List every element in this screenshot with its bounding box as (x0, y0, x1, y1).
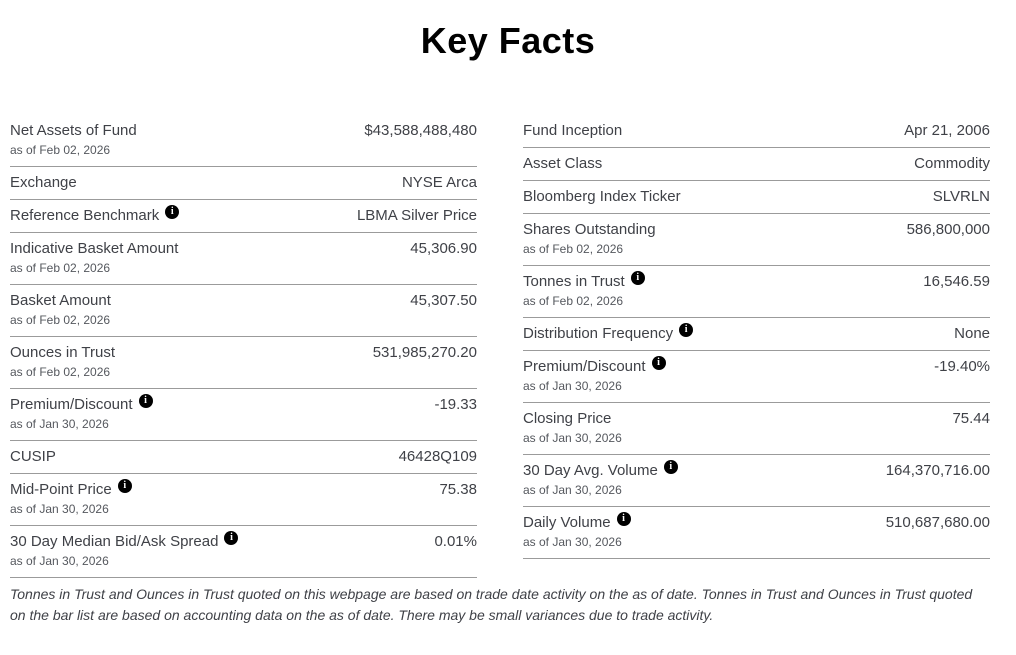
fact-label: Net Assets of Fund (10, 122, 137, 140)
fact-row (523, 148, 990, 181)
fact-label: Fund Inception (523, 122, 623, 140)
fact-as-of-date: as of Feb 02, 2026 (523, 242, 624, 257)
fact-value: 164,370,716.00 (885, 462, 990, 480)
fact-value: 45,306.90 (410, 240, 477, 258)
info-icon-glyph: i (123, 479, 127, 491)
fact-label-block (523, 221, 656, 257)
fact-value: NYSE Arca (401, 174, 477, 192)
fact-value: 75.44 (952, 410, 990, 428)
fact-label: Distribution Frequency (523, 325, 674, 343)
fact-label-block (523, 358, 666, 394)
fact-as-of-date: as of Jan 30, 2026 (523, 431, 622, 446)
fact-label: Premium/Discount (523, 358, 646, 376)
fact-value: LBMA Silver Price (356, 207, 477, 225)
fact-as-of-date: as of Jan 30, 2026 (523, 535, 622, 550)
fact-label: Reference Benchmark (10, 207, 160, 225)
fact-row (10, 389, 477, 441)
info-icon[interactable] (224, 531, 238, 545)
fact-as-of-date: as of Feb 02, 2026 (10, 143, 111, 158)
fact-label: 30 Day Avg. Volume (523, 462, 658, 480)
info-icon-glyph: i (636, 271, 640, 283)
fact-row (523, 455, 990, 507)
fact-label-block (10, 174, 77, 191)
info-icon-glyph: i (622, 512, 625, 524)
info-icon-glyph: i (684, 323, 688, 335)
fact-label: Closing Price (523, 410, 612, 428)
fact-value: 16,546.59 (923, 273, 990, 291)
key-facts-column-left (10, 115, 477, 578)
info-icon[interactable] (617, 512, 631, 526)
fact-label-block (523, 410, 622, 446)
fact-value: Commodity (914, 155, 990, 173)
fact-value: 45,307.50 (410, 292, 477, 310)
info-icon[interactable] (652, 356, 666, 370)
fact-label: Tonnes in Trust (523, 273, 625, 291)
fact-row (10, 285, 477, 337)
fact-value: 75.38 (439, 481, 477, 499)
fact-label-block (10, 292, 111, 328)
info-icon[interactable] (165, 205, 179, 219)
fact-as-of-date: as of Jan 30, 2026 (523, 483, 622, 498)
info-icon[interactable] (679, 323, 693, 337)
info-icon[interactable] (664, 460, 678, 474)
fact-label-block (523, 462, 678, 498)
fact-row (10, 167, 477, 200)
fact-label-block (523, 514, 631, 550)
fact-row (10, 337, 477, 389)
fact-label-block (523, 325, 693, 342)
fact-row (10, 115, 477, 167)
fact-row (10, 526, 477, 578)
fact-value: None (954, 325, 990, 343)
fact-as-of-date: as of Feb 02, 2026 (10, 365, 111, 380)
fact-value: -19.33 (434, 396, 477, 414)
fact-label-block (10, 448, 56, 465)
fact-label-block (10, 207, 179, 224)
fact-label: Indicative Basket Amount (10, 240, 179, 258)
page-title: Key Facts (420, 20, 596, 61)
fact-label-block (10, 240, 178, 276)
fact-value: 531,985,270.20 (372, 344, 477, 362)
fact-value: 0.01% (434, 533, 477, 551)
info-icon-glyph: i (230, 531, 233, 543)
fact-as-of-date: as of Jan 30, 2026 (10, 554, 109, 569)
fact-value: Apr 21, 2006 (904, 122, 990, 140)
fact-row (10, 441, 477, 474)
fact-value: 46428Q109 (398, 448, 477, 466)
fact-as-of-date: as of Jan 30, 2026 (10, 417, 109, 432)
fact-label-block (10, 344, 115, 380)
fact-row (523, 403, 990, 455)
fact-label: Premium/Discount (10, 396, 133, 414)
fact-as-of-date: as of Feb 02, 2026 (10, 313, 111, 328)
fact-row (523, 214, 990, 266)
fact-label-block (10, 481, 132, 517)
fact-value: SLVRLN (932, 188, 990, 206)
fact-label-block (10, 396, 153, 432)
fact-row (523, 351, 990, 403)
fact-label: 30 Day Median Bid/Ask Spread (10, 533, 219, 551)
fact-label-block (523, 155, 602, 172)
fact-label: Bloomberg Index Ticker (523, 188, 681, 206)
info-icon-glyph: i (170, 205, 174, 217)
fact-value: 586,800,000 (906, 221, 990, 239)
fact-row (523, 507, 990, 559)
info-icon[interactable] (631, 271, 645, 285)
fact-label: Mid-Point Price (10, 481, 112, 499)
fact-as-of-date: as of Feb 02, 2026 (523, 294, 624, 309)
fact-row (523, 115, 990, 148)
info-icon-glyph: i (144, 394, 147, 406)
fact-as-of-date: as of Jan 30, 2026 (10, 502, 109, 517)
fact-row (10, 200, 477, 233)
fact-as-of-date: as of Feb 02, 2026 (10, 261, 111, 276)
key-facts-grid (10, 115, 990, 578)
fact-label-block (523, 188, 681, 205)
fact-label-block (523, 122, 622, 139)
fact-label-block (523, 273, 645, 309)
key-facts-column-right (523, 115, 990, 559)
fact-row (523, 266, 990, 318)
footnote: Tonnes in Trust and Ounces in Trust quoted on this webpage are based on trade date activity on the as of date. Tonnes in Trust and Ounces in Trust quoted on the bar list are based on accounting data on the as of date. There may be small variances due to trade activity. (10, 586, 973, 624)
fact-label: Shares Outstanding (523, 221, 656, 239)
info-icon-glyph: i (657, 356, 660, 368)
fact-value: 510,687,680.00 (885, 514, 990, 532)
fact-label: CUSIP (10, 448, 56, 466)
fact-label: Asset Class (523, 155, 603, 173)
fact-label-block (10, 533, 238, 569)
info-icon-glyph: i (669, 460, 673, 472)
fact-row (10, 474, 477, 526)
fact-row (10, 233, 477, 285)
info-icon[interactable] (139, 394, 153, 408)
fact-label-block (10, 122, 137, 158)
fact-value: -19.40% (934, 358, 990, 376)
info-icon[interactable] (118, 479, 132, 493)
fact-label: Daily Volume (523, 514, 611, 532)
fact-value: $43,588,488,480 (364, 122, 477, 140)
fact-label: Basket Amount (10, 292, 111, 310)
fact-label: Ounces in Trust (10, 344, 116, 362)
fact-label: Exchange (10, 174, 77, 192)
fact-row (523, 318, 990, 351)
fact-as-of-date: as of Jan 30, 2026 (523, 379, 622, 394)
fact-row (523, 181, 990, 214)
